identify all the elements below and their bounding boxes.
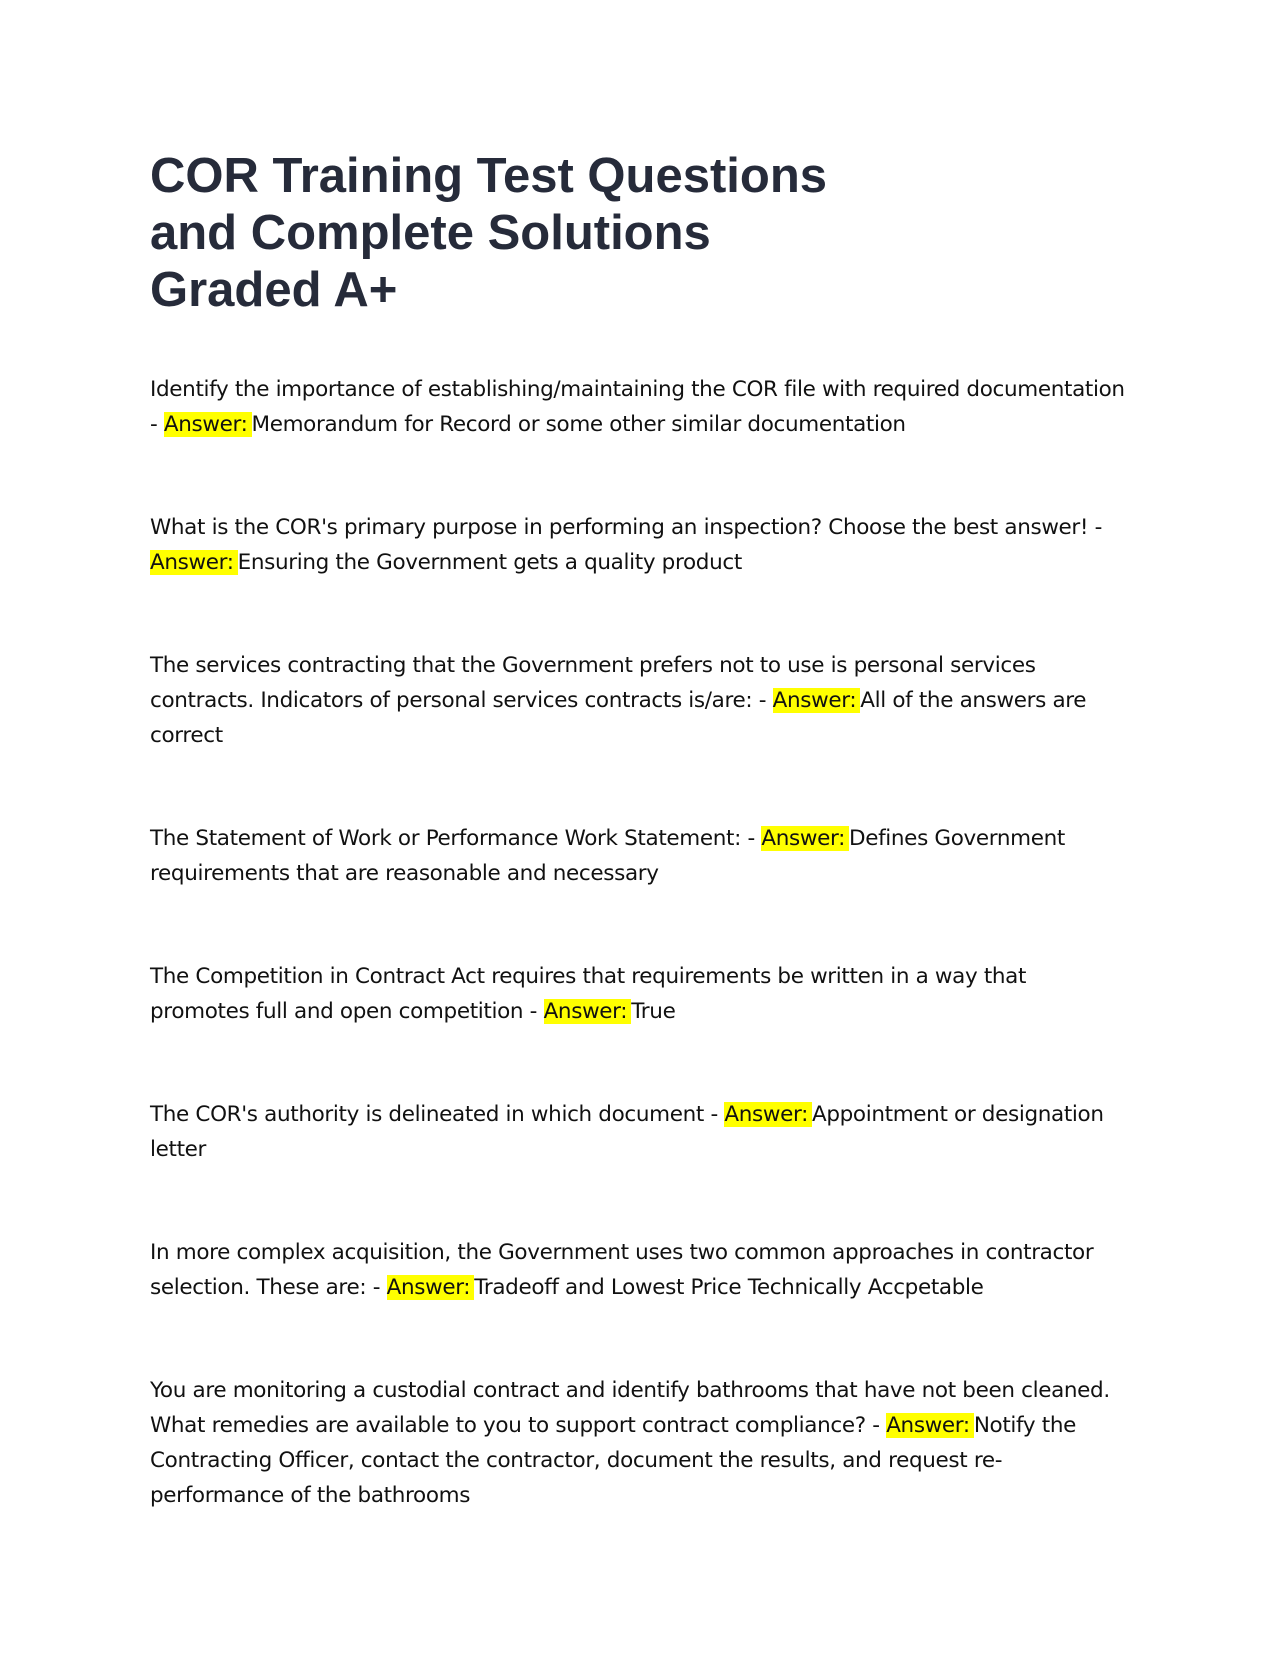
- answer-label: Answer:: [724, 1102, 812, 1127]
- answer-label: Answer:: [886, 1413, 974, 1438]
- document-title: [150, 148, 910, 319]
- question-text: The services contracting that the Government prefers not to use is personal services contracts. Indicators of personal services contracts is/are: -: [150, 653, 1036, 713]
- title-line-1: COR Training Test Questions: [150, 149, 828, 203]
- question-text: Identify the importance of establishing/maintaining the COR file with required documentation -: [150, 377, 1125, 437]
- qa-item: [150, 510, 1130, 580]
- answer-text: All of the answers are correct: [150, 688, 1087, 748]
- question-text: The Statement of Work or Performance Work Statement: -: [150, 826, 762, 851]
- qa-item: [150, 959, 1130, 1029]
- answer-text: Appointment or designation letter: [150, 1102, 1104, 1162]
- qa-item: [150, 1097, 1130, 1167]
- answer-text: True: [631, 999, 676, 1024]
- answer-label: Answer:: [544, 999, 632, 1024]
- qa-list: [150, 372, 1130, 1581]
- answer-text: Defines Government requirements that are reasonable and necessary: [150, 826, 1065, 886]
- answer-label: Answer:: [387, 1275, 475, 1300]
- question-text: What is the COR's primary purpose in performing an inspection? Choose the best answer! -: [150, 515, 1103, 540]
- question-text: You are monitoring a custodial contract and identify bathrooms that have not been cleaned. What remedies are available to you to support contract compliance? -: [150, 1378, 1110, 1438]
- qa-item: [150, 648, 1130, 753]
- answer-label: Answer:: [773, 688, 861, 713]
- question-text: The COR's authority is delineated in which document -: [150, 1102, 725, 1127]
- answer-label: Answer:: [761, 826, 849, 851]
- title-line-2: and Complete Solutions: [150, 206, 711, 260]
- answer-text: Ensuring the Government gets a quality product: [237, 550, 742, 575]
- answer-text: Tradeoff and Lowest Price Technically Accpetable: [474, 1275, 984, 1300]
- answer-label: Answer:: [164, 412, 252, 437]
- answer-text: Notify the Contracting Officer, contact the contractor, document the results, and request re-performance of the bathrooms: [150, 1413, 1076, 1508]
- qa-item: [150, 821, 1130, 891]
- question-text: In more complex acquisition, the Government uses two common approaches in contractor selection. These are: -: [150, 1240, 1094, 1300]
- question-text: The Competition in Contract Act requires that requirements be written in a way that promotes full and open competition -: [150, 964, 1027, 1024]
- answer-label: Answer:: [150, 550, 238, 575]
- qa-item: [150, 1235, 1130, 1305]
- answer-text: Memorandum for Record or some other similar documentation: [251, 412, 906, 437]
- title-line-3: Graded A+: [150, 263, 398, 317]
- qa-item: [150, 1373, 1130, 1513]
- qa-item: [150, 372, 1130, 442]
